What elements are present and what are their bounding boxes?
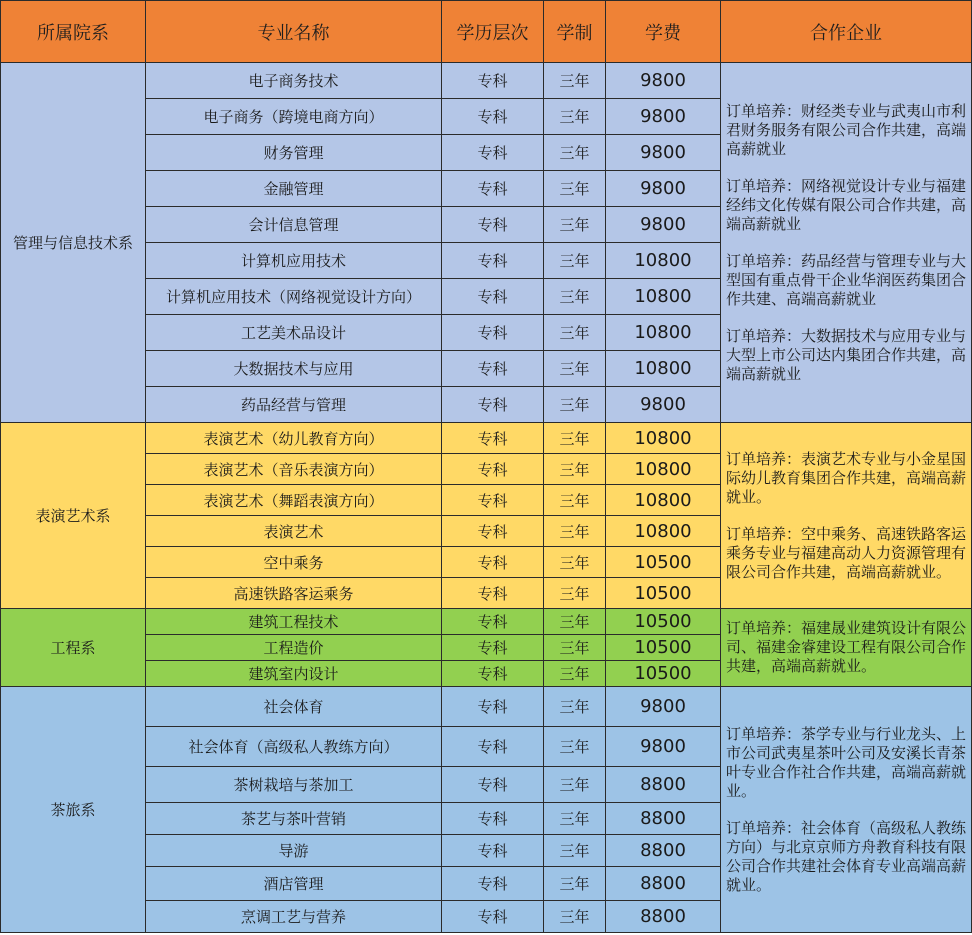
fee-cell: 8800 (606, 767, 721, 803)
major-cell: 计算机应用技术（网络视觉设计方向） (146, 279, 442, 315)
level-cell: 专科 (442, 99, 544, 135)
level-cell: 专科 (442, 351, 544, 387)
years-cell: 三年 (544, 609, 606, 635)
fee-cell: 10800 (606, 423, 721, 454)
header-dept: 所属院系 (1, 1, 146, 63)
fee-cell: 9800 (606, 135, 721, 171)
level-cell: 专科 (442, 454, 544, 485)
level-cell: 专科 (442, 661, 544, 687)
header-fee: 学费 (606, 1, 721, 63)
coop-cell (721, 609, 972, 687)
level-cell: 专科 (442, 835, 544, 867)
table-row (1, 423, 972, 454)
major-cell: 酒店管理 (146, 867, 442, 901)
level-cell: 专科 (442, 547, 544, 578)
years-cell: 三年 (544, 485, 606, 516)
table-row (1, 609, 972, 635)
years-cell: 三年 (544, 387, 606, 423)
level-cell: 专科 (442, 387, 544, 423)
dept-cell: 表演艺术系 (1, 423, 146, 609)
coop-text: 订单培养：财经类专业与武夷山市利君财务服务有限公司合作共建，高端高薪就业 (726, 101, 967, 158)
years-cell: 三年 (544, 867, 606, 901)
level-cell: 专科 (442, 135, 544, 171)
coop-text: 订单培养：网络视觉设计专业与福建经纬文化传媒有限公司合作共建，高端高薪就业 (726, 176, 967, 233)
level-cell: 专科 (442, 243, 544, 279)
years-cell: 三年 (544, 803, 606, 835)
coop-cell (721, 687, 972, 933)
fee-cell: 10800 (606, 315, 721, 351)
major-cell: 电子商务（跨境电商方向） (146, 99, 442, 135)
years-cell: 三年 (544, 578, 606, 609)
years-cell: 三年 (544, 351, 606, 387)
major-cell: 电子商务技术 (146, 63, 442, 99)
dept-cell: 茶旅系 (1, 687, 146, 933)
coop-text: 订单培养：大数据技术与应用专业与大型上市公司达内集团合作共建，高端高薪就业 (726, 326, 967, 383)
years-cell: 三年 (544, 171, 606, 207)
major-cell: 空中乘务 (146, 547, 442, 578)
level-cell: 专科 (442, 171, 544, 207)
fee-cell: 10500 (606, 547, 721, 578)
coop-text: 订单培养：茶学专业与行业龙头、上市公司武夷星茶叶公司及安溪长青茶叶专业合作社合作共建，高端高薪就业。 (726, 724, 967, 800)
major-cell: 茶艺与茶叶营销 (146, 803, 442, 835)
major-cell: 表演艺术（幼儿教育方向） (146, 423, 442, 454)
header-years: 学制 (544, 1, 606, 63)
fee-cell: 10800 (606, 454, 721, 485)
fee-cell: 9800 (606, 63, 721, 99)
header-level: 学历层次 (442, 1, 544, 63)
fee-cell: 10500 (606, 635, 721, 661)
group-management-it (1, 63, 972, 423)
years-cell: 三年 (544, 635, 606, 661)
major-cell: 计算机应用技术 (146, 243, 442, 279)
years-cell: 三年 (544, 315, 606, 351)
group-tea-tourism (1, 687, 972, 933)
major-cell: 表演艺术（舞蹈表演方向） (146, 485, 442, 516)
major-cell: 药品经营与管理 (146, 387, 442, 423)
major-cell: 社会体育 (146, 687, 442, 727)
level-cell: 专科 (442, 803, 544, 835)
coop-cell (721, 63, 972, 423)
major-cell: 社会体育（高级私人教练方向） (146, 727, 442, 767)
fee-cell: 10800 (606, 243, 721, 279)
fee-cell: 8800 (606, 867, 721, 901)
years-cell: 三年 (544, 99, 606, 135)
years-cell: 三年 (544, 279, 606, 315)
major-cell: 财务管理 (146, 135, 442, 171)
fee-cell: 9800 (606, 207, 721, 243)
years-cell: 三年 (544, 243, 606, 279)
level-cell: 专科 (442, 315, 544, 351)
fee-cell: 10800 (606, 279, 721, 315)
header-major: 专业名称 (146, 1, 442, 63)
fee-cell: 9800 (606, 99, 721, 135)
years-cell: 三年 (544, 135, 606, 171)
years-cell: 三年 (544, 516, 606, 547)
coop-text: 订单培养：空中乘务、高速铁路客运乘务专业与福建高动人力资源管理有限公司合作共建，高端高薪就业。 (726, 524, 967, 581)
level-cell: 专科 (442, 687, 544, 727)
major-cell: 工程造价 (146, 635, 442, 661)
level-cell: 专科 (442, 767, 544, 803)
years-cell: 三年 (544, 767, 606, 803)
coop-cell (721, 423, 972, 609)
fee-cell: 8800 (606, 901, 721, 933)
years-cell: 三年 (544, 687, 606, 727)
level-cell: 专科 (442, 423, 544, 454)
fee-cell: 9800 (606, 171, 721, 207)
fee-cell: 10500 (606, 578, 721, 609)
coop-text: 订单培养：社会体育（高级私人教练方向）与北京京师方舟教育科技有限公司合作共建社会体育专业高端高薪就业。 (726, 818, 967, 894)
years-cell: 三年 (544, 547, 606, 578)
level-cell: 专科 (442, 485, 544, 516)
years-cell: 三年 (544, 727, 606, 767)
header-coop: 合作企业 (721, 1, 972, 63)
years-cell: 三年 (544, 454, 606, 485)
years-cell: 三年 (544, 207, 606, 243)
level-cell: 专科 (442, 279, 544, 315)
major-cell: 大数据技术与应用 (146, 351, 442, 387)
fee-cell: 9800 (606, 387, 721, 423)
years-cell: 三年 (544, 901, 606, 933)
fee-cell: 8800 (606, 803, 721, 835)
coop-text: 订单培养：表演艺术专业与小金星国际幼儿教育集团合作共建，高端高薪就业。 (726, 449, 967, 506)
dept-cell: 工程系 (1, 609, 146, 687)
years-cell: 三年 (544, 835, 606, 867)
fee-cell: 10500 (606, 609, 721, 635)
major-cell: 导游 (146, 835, 442, 867)
major-cell: 高速铁路客运乘务 (146, 578, 442, 609)
fee-cell: 10500 (606, 661, 721, 687)
level-cell: 专科 (442, 635, 544, 661)
major-cell: 工艺美术品设计 (146, 315, 442, 351)
major-cell: 建筑工程技术 (146, 609, 442, 635)
level-cell: 专科 (442, 727, 544, 767)
level-cell: 专科 (442, 867, 544, 901)
coop-text: 订单培养：福建晟业建筑设计有限公司、福建金睿建设工程有限公司合作共建，高端高薪就业。 (726, 619, 967, 675)
level-cell: 专科 (442, 578, 544, 609)
level-cell: 专科 (442, 609, 544, 635)
level-cell: 专科 (442, 63, 544, 99)
major-cell: 茶树栽培与茶加工 (146, 767, 442, 803)
level-cell: 专科 (442, 207, 544, 243)
group-engineering (1, 609, 972, 687)
years-cell: 三年 (544, 63, 606, 99)
fee-cell: 10800 (606, 485, 721, 516)
major-cell: 金融管理 (146, 171, 442, 207)
major-cell: 表演艺术（音乐表演方向） (146, 454, 442, 485)
fee-cell: 10800 (606, 516, 721, 547)
coop-text: 订单培养：药品经营与管理专业与大型国有重点骨干企业华润医药集团合作共建、高端高薪就业 (726, 251, 967, 308)
header-row (1, 1, 972, 63)
table-row (1, 63, 972, 99)
major-cell: 表演艺术 (146, 516, 442, 547)
dept-cell: 管理与信息技术系 (1, 63, 146, 423)
fee-cell: 8800 (606, 835, 721, 867)
level-cell: 专科 (442, 516, 544, 547)
fee-cell: 9800 (606, 687, 721, 727)
major-cell: 建筑室内设计 (146, 661, 442, 687)
fee-cell: 10800 (606, 351, 721, 387)
fee-cell: 9800 (606, 727, 721, 767)
table-row (1, 687, 972, 727)
years-cell: 三年 (544, 423, 606, 454)
years-cell: 三年 (544, 661, 606, 687)
major-cell: 会计信息管理 (146, 207, 442, 243)
level-cell: 专科 (442, 901, 544, 933)
group-performing-arts (1, 423, 972, 609)
major-cell: 烹调工艺与营养 (146, 901, 442, 933)
